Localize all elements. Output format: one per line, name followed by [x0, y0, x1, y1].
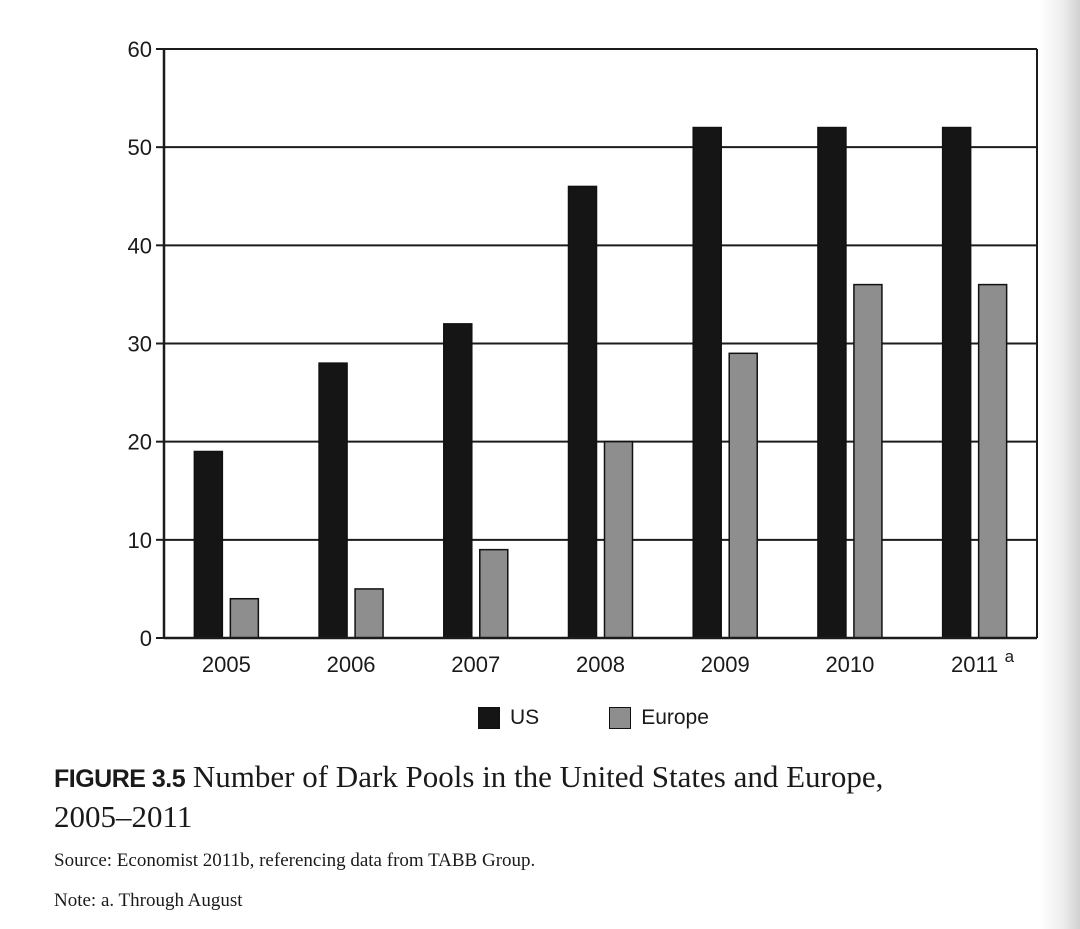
ytick-label-20: 20 [127, 429, 152, 455]
legend-swatch-europe [609, 707, 631, 729]
xtick-label-2009: 2009 [700, 652, 750, 677]
bars [194, 128, 1006, 638]
ytick-label-60: 60 [127, 37, 152, 62]
bar-europe-2009 [729, 353, 757, 638]
ytick-label-0: 0 [139, 626, 152, 651]
xtick-label-2007: 2007 [451, 652, 501, 677]
caption-line-1 [54, 758, 1044, 798]
bar-europe-2008 [605, 442, 633, 638]
page-edge-shadow [1040, 0, 1080, 929]
legend-label-us: US [510, 706, 540, 729]
figure-caption [54, 758, 1044, 836]
figure-title-line-1: Number of Dark Pools in the United States and Europe, [192, 759, 884, 794]
legend-swatch-us [478, 707, 500, 729]
figure-note: Note: a. Through August [54, 890, 243, 911]
xtick-superscript-2011: a [1004, 647, 1015, 666]
bar-europe-2005 [230, 599, 258, 638]
bar-us-2008 [569, 186, 597, 638]
xtick-label-2006: 2006 [326, 652, 376, 677]
x-tick-labels [202, 647, 1015, 677]
legend-item-us [478, 706, 539, 730]
bar-europe-2011 [979, 285, 1007, 638]
y-tick-labels [128, 37, 152, 651]
bar-us-2010 [818, 128, 846, 638]
ytick-label-50: 50 [127, 135, 152, 161]
bar-us-2009 [693, 128, 721, 638]
xtick-label-2005: 2005 [201, 652, 251, 677]
bar-us-2011 [943, 128, 971, 638]
ytick-label-30: 30 [127, 331, 152, 357]
legend [478, 706, 779, 730]
xtick-label-2011: 2011 [950, 652, 999, 677]
xtick-label-2008: 2008 [576, 652, 625, 677]
figure-source: Source: Economist 2011b, referencing data from TABB Group. [54, 850, 536, 871]
figure-title-line-2: 2005–2011 [54, 799, 193, 834]
ytick-label-40: 40 [127, 233, 152, 259]
bar-us-2007 [444, 324, 472, 638]
ytick-label-10: 10 [127, 527, 152, 553]
bar-europe-2006 [355, 589, 383, 638]
bar-europe-2010 [854, 285, 882, 638]
bar-europe-2007 [480, 550, 508, 638]
legend-label-europe: Europe [641, 706, 709, 729]
figure-label: FIGURE 3.5 [54, 765, 186, 793]
bar-us-2005 [194, 451, 222, 638]
xtick-label-2010: 2010 [825, 652, 875, 677]
bar-us-2006 [319, 363, 347, 638]
legend-item-europe [609, 706, 709, 730]
